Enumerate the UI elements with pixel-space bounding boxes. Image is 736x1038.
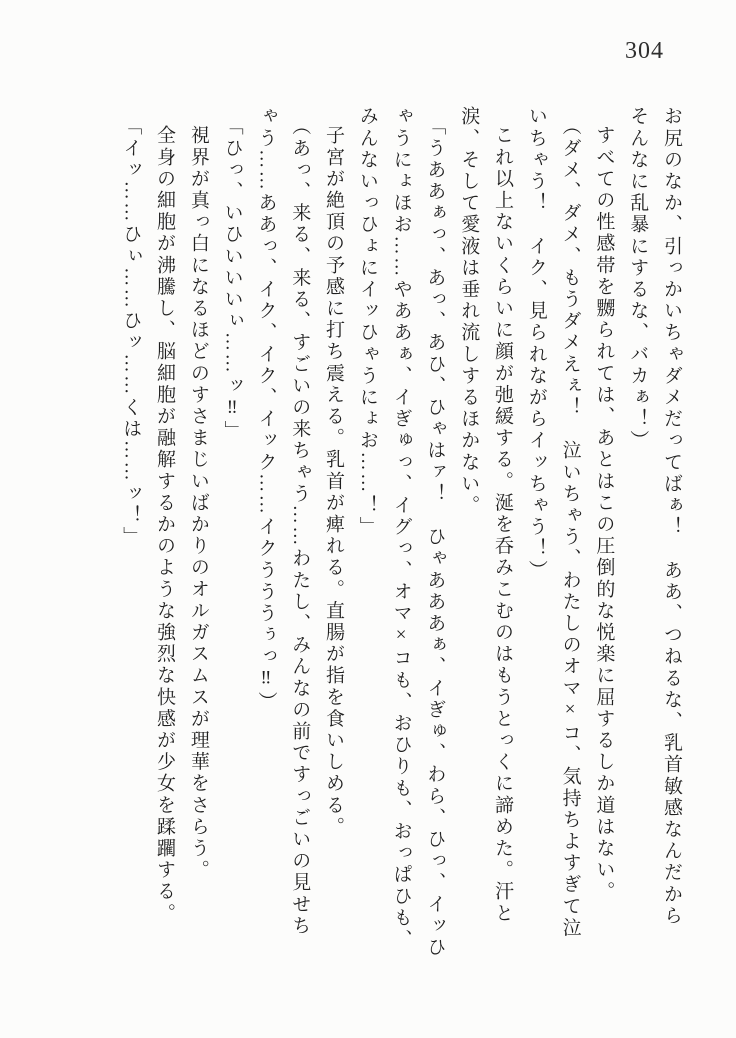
text-line-14: 「ひっ、いひいいいぃ……ッ‼」 xyxy=(221,115,243,442)
text-line-13: ゃう……ああっ、イク、イク、イック……イクうううぅっ‼） xyxy=(255,106,277,713)
page-number: 304 xyxy=(625,38,664,64)
text-line-12: （あっ、来る、来る、すごいの来ちゃう……わたし、みんなの前ですっごいの見せち xyxy=(289,115,311,937)
text-line-4: （ダメ、ダメ、もうダメえぇ！ 泣いちゃう、わたしのオマ×コ、気持ちよすぎて泣 xyxy=(559,115,581,939)
text-line-9: ゃうにょほお……やああぁ、イぎゅっ、イグっ、オマ×コも、おひりも、おっぱひも、 xyxy=(390,106,412,951)
text-line-5: いちゃう！ イク、見られながらイッちゃう！） xyxy=(525,106,547,582)
text-line-7: 涙、そして愛液は垂れ流しするほかない。 xyxy=(458,106,480,517)
text-line-1: お尻のなか、引っかいちゃダメだってばぁ！ ああ、つねるな、乳首敏感なんだから xyxy=(661,106,682,927)
text-line-16: 全身の細胞が沸騰し、脳細胞が融解するかのような強烈な快感が少女を蹂躙する。 xyxy=(154,125,176,925)
vertical-text-block xyxy=(113,106,688,978)
text-line-11: 子宮が絶頂の予感に打ち震える。乳首が痺れる。直腸が指を食いしめる。 xyxy=(323,125,345,838)
text-line-17: 「イッ……ひぃ……ひッ……くは……ッ！」 xyxy=(120,115,142,548)
text-line-15: 視界が真っ白になるほどのすさまじいばかりのオルガスムスが理華をさらう。 xyxy=(187,125,209,881)
text-line-3: すべての性感帯を嬲られては、あとはこの圧倒的な悦楽に屈するしか道はない。 xyxy=(593,125,615,903)
text-line-6: これ以上ないくらいに顔が弛緩する。涎を呑みこむのはもうとっくに諦めた。汗と xyxy=(492,125,514,925)
text-line-10: みんないっひょにイッひゃうにょお……！」 xyxy=(356,106,378,538)
text-line-2: そんなに乱暴にするな、バカぁ！） xyxy=(627,106,649,452)
text-line-8: 「うああぁっ、あっ、あひ、ひゃはァ！ ひゃあああぁ、イぎゅ、わら、ひっ、イッひ xyxy=(424,115,446,958)
